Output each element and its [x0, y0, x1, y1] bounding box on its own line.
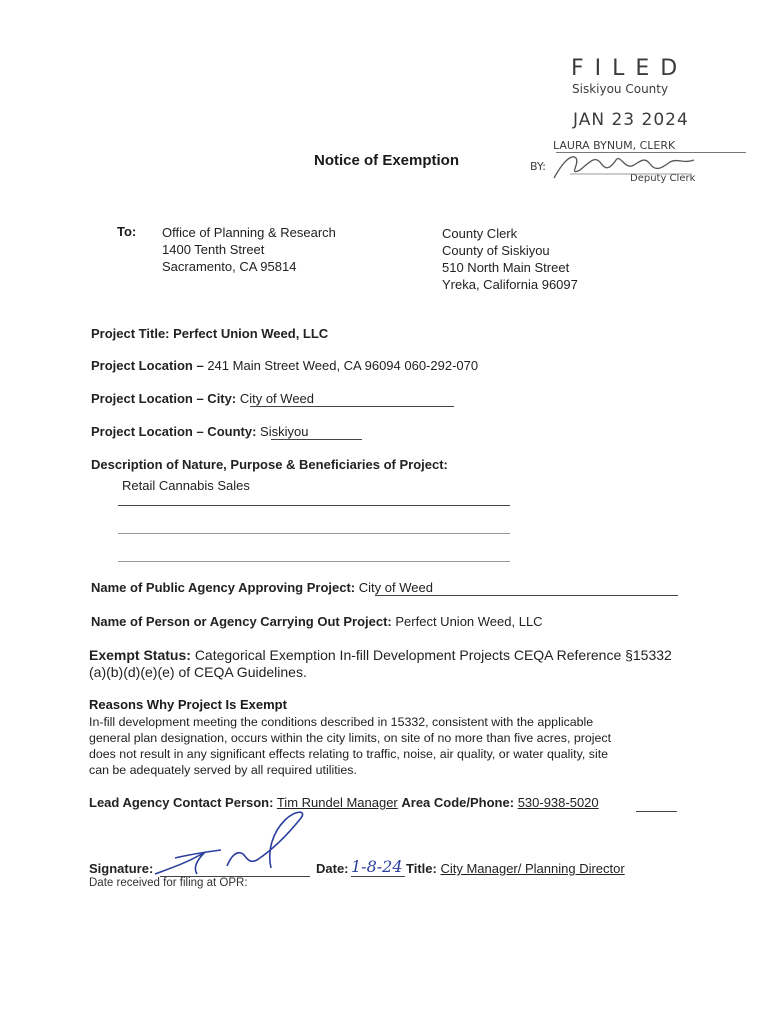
- stamp-by: BY:: [530, 160, 546, 173]
- phone-underline: [636, 811, 677, 812]
- approving-agency-label: Name of Public Agency Approving Project:: [91, 580, 356, 595]
- approving-underline: [375, 595, 678, 596]
- project-title-label: Project Title:: [91, 326, 170, 341]
- address-line: County of Siskiyou: [442, 243, 550, 258]
- carrying-agency-row: [91, 614, 543, 629]
- date-value: 1-8-24: [351, 857, 403, 876]
- address-line: 1400 Tenth Street: [162, 242, 265, 257]
- exempt-status-value: Categorical Exemption In-fill Development Projects CEQA Reference §15332 (a)(b)(d)(e)(e) of CEQA Guidelines.: [89, 647, 672, 680]
- carrying-agency-label: Name of Person or Agency Carrying Out Project:: [91, 614, 392, 629]
- exempt-status-label: Exempt Status:: [89, 647, 191, 663]
- reasons-line: can be adequately served by all required utilities.: [89, 763, 357, 777]
- project-county-row: [91, 424, 308, 439]
- description-label-row: [91, 457, 448, 472]
- description-value: Retail Cannabis Sales: [122, 478, 250, 493]
- address-line: Yreka, California 96097: [442, 277, 578, 292]
- stamp-clerk: LAURA BYNUM, CLERK: [553, 139, 676, 152]
- address-line: 510 North Main Street: [442, 260, 570, 275]
- date-field: [316, 861, 349, 876]
- project-location-row: [91, 358, 478, 373]
- clerk-signature-icon: [550, 148, 700, 184]
- phone-label: Area Code/Phone:: [401, 795, 515, 810]
- address-line: Office of Planning & Research: [162, 225, 336, 240]
- description-line: [118, 561, 510, 562]
- address-county-clerk: [442, 225, 578, 293]
- date-underline: [351, 876, 405, 877]
- title-field: [406, 861, 625, 876]
- title-label: Title:: [406, 861, 437, 876]
- project-title-value: Perfect Union Weed, LLC: [173, 326, 329, 341]
- page-title: Notice of Exemption: [314, 152, 460, 169]
- date-label: Date:: [316, 861, 349, 876]
- reasons-line: does not result in any significant effects relating to traffic, noise, air quality, or water quality, site: [89, 747, 609, 761]
- description-label: Description of Nature, Purpose & Beneficiaries of Project:: [91, 457, 448, 472]
- contact-label: Lead Agency Contact Person:: [89, 795, 274, 810]
- project-title-row: [91, 326, 328, 341]
- stamp-deputy: Deputy Clerk: [630, 173, 696, 184]
- to-label: To:: [117, 224, 137, 239]
- date-received-label: Date received for filing at OPR:: [89, 877, 248, 889]
- project-city-value: City of Weed: [239, 391, 315, 406]
- project-city-label: Project Location – City:: [91, 391, 237, 406]
- approving-agency-value: City of Weed: [358, 580, 433, 595]
- reasons-line: general plan designation, occurs within the city limits, on site of no more than five acres, project: [89, 731, 612, 745]
- contact-value: Tim Rundel Manager: [276, 795, 398, 810]
- reasons-text: [89, 714, 689, 778]
- reasons-line: In-fill development meeting the conditions described in 15332, consistent with the applicable: [89, 715, 594, 729]
- address-line: County Clerk: [442, 226, 518, 241]
- signature-label: [89, 861, 153, 876]
- title-value: City Manager/ Planning Director: [440, 861, 625, 876]
- phone-value: 530-938-5020: [517, 795, 599, 810]
- approving-agency-row: [91, 580, 433, 595]
- stamp-county: Siskiyou County: [572, 82, 669, 96]
- project-location-label: Project Location –: [91, 358, 204, 373]
- carrying-agency-value: Perfect Union Weed, LLC: [395, 614, 543, 629]
- project-city-row: [91, 391, 314, 406]
- city-underline: [250, 406, 454, 407]
- description-line: [118, 505, 510, 506]
- project-county-label: Project Location – County:: [91, 424, 257, 439]
- exempt-status: [89, 647, 689, 681]
- address-line: Sacramento, CA 95814: [162, 259, 297, 274]
- signature-label-text: Signature:: [89, 861, 154, 876]
- reasons-title: Reasons Why Project Is Exempt: [89, 697, 287, 712]
- address-opr: [162, 224, 336, 275]
- filed-stamp: FILED: [571, 56, 689, 81]
- project-county-value: Siskiyou: [260, 424, 309, 439]
- county-underline: [271, 439, 362, 440]
- description-line: [118, 533, 510, 534]
- stamp-date: JAN 23 2024: [573, 110, 689, 130]
- project-location-value: 241 Main Street Weed, CA 96094 060-292-070: [207, 358, 479, 373]
